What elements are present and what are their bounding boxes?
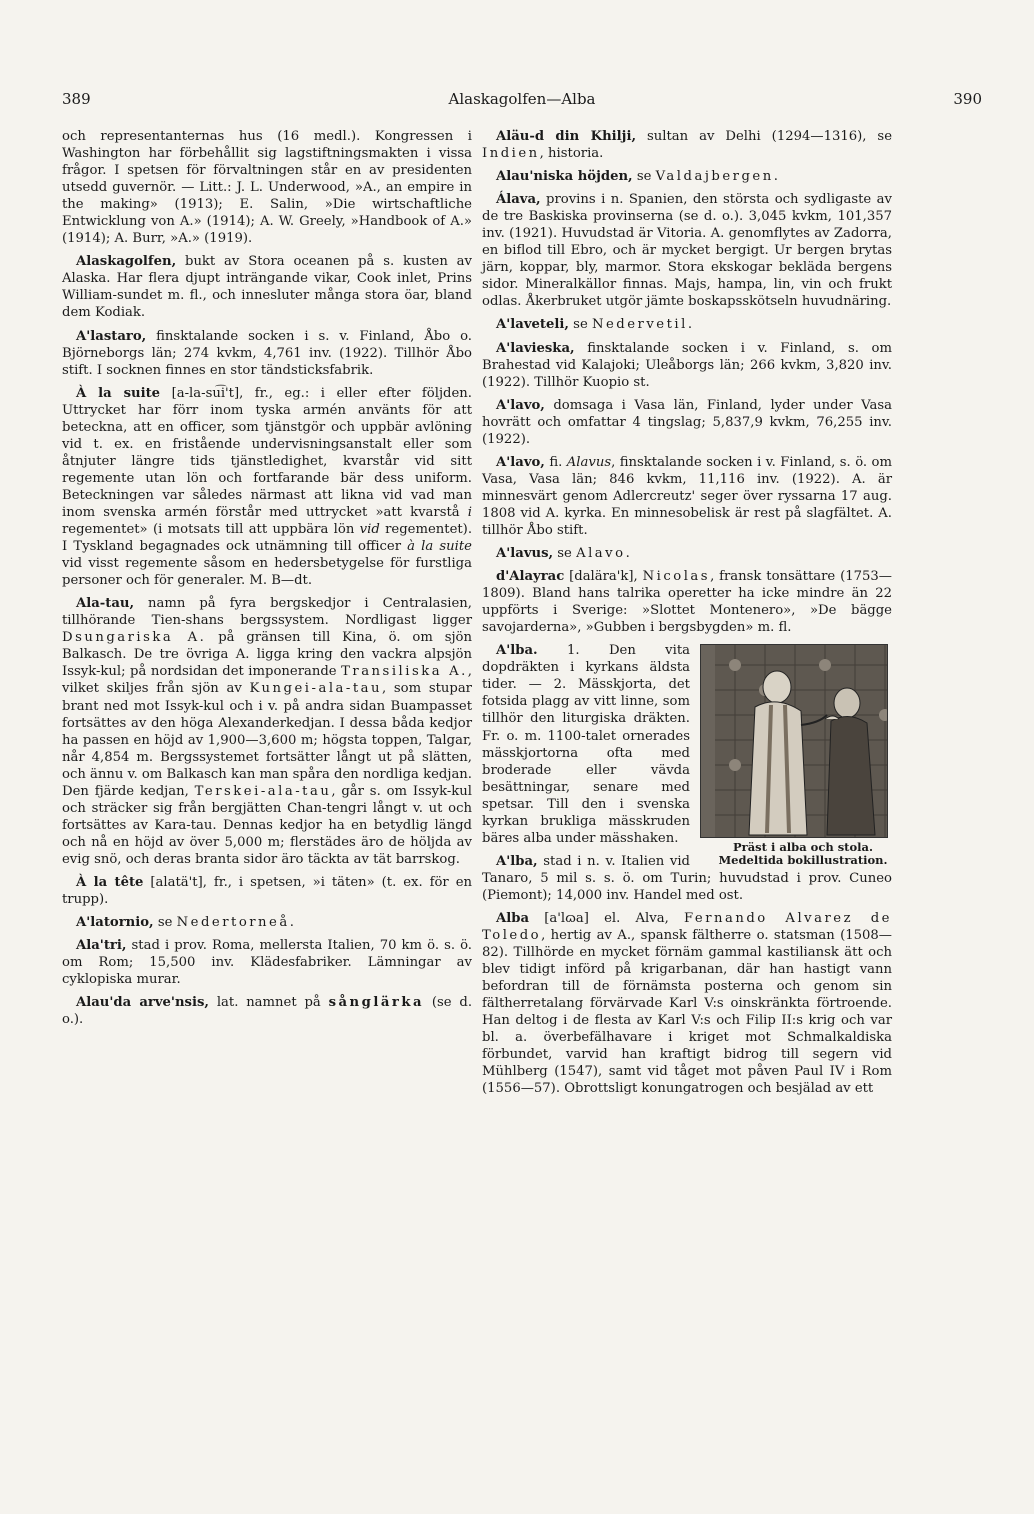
caption-line-1: Präst i alba och stola. — [733, 840, 873, 855]
entry-dalayrac: d'Alayrac [dalära'k], Nicolas, fransk tonsättare (1753—1809). Bland hans talrika operetter ha icke mindre än 22 uppförts i Sverige: »Slottet Montenero», »De bägge savojarderna», »Gubben i bergsbygden» m. fl. — [482, 569, 892, 636]
entry-a-la-tete: À la tête [alatä't], fr., i spetsen, »i täten» (t. ex. för en trupp). — [62, 874, 472, 908]
entry-alastaro: A'lastaro, finsktalande socken i s. v. Finland, Åbo o. Björneborgs län; 274 kvkm, 4,761 inv. (1922). Tillhör Åbo stift. I socknen finnes en stor tändsticksfabrik. — [62, 328, 472, 378]
entry-alavus: A'lavus, se Alavo. — [496, 546, 630, 562]
entry-alavo-domsaga: A'lavo, domsaga i Vasa län, Finland, lyder under Vasa hovrätt och omfattar 4 tingslag; 5,837,9 kvkm, 76,255 inv. (1922). — [482, 397, 892, 447]
page-number-left: 389 — [62, 90, 91, 108]
entry-ala-tau: Ala-tau, namn på fyra bergskedjor i Centralasien, tillhörande Tien-shans bergssystem. Nordligast ligger Dsungariska A. på gränsen till Kina, ö. om sjön Balkasch. De tre övriga A. ligga kring den vackra alpsjön Issyk-kul; på nordsidan det imponerande Transiliska A., vilket skiljes från sjön av Kungei-ala-tau, som stupar brant ned mot Issyk-kul och i v. på andra sidan Buampasset fortsättes av den höga Alexanderkedjan. I dessa båda kedjor ha passen en höjd av 1,900—3,600 m; högsta toppen, Talgar, når 4,854 m. Bergssystemet fortsätter långt ut på slätten, och ännu v. om Balkasch kan man spåra den nordliga kedjan. Den fjärde kedjan, Terskei-ala-tau, går s. om Issyk-kul och sträcker sig från bergjätten Chan-tengri långt v. ut och fortsättes av Kara-tau. Dennas kedjor ha en betydlig längd och nå en höjd av över 5,000 m; flerstädes äro de höljda av evig snö, och deras branta sidor äro täckta av tät barrskog. — [62, 596, 473, 867]
caption-line-2: Medeltida bokillustration. — [718, 853, 888, 868]
entry-alaveteli: A'laveteli, se Nedervetil. — [496, 317, 693, 333]
alba-figure — [700, 644, 892, 867]
priest-drawing — [715, 645, 888, 837]
page-number-right: 390 — [953, 90, 982, 108]
entry-alau-d-din-khilji: Aläu-d din Khilji, sultan av Delhi (1294—1316), se Indien, historia. — [482, 129, 892, 162]
priest-illustration — [700, 644, 888, 838]
running-title: Alaskagolfen—Alba — [448, 90, 596, 108]
figure-caption — [700, 841, 892, 867]
entry-alatri: Ala'tri, stad i prov. Roma, mellersta Italien, 70 km ö. s. ö. om Rom; 15,500 inv. Klädesfabriker. Lämningar av cyklopiska murar. — [62, 938, 472, 988]
left-column — [62, 128, 472, 1034]
entry-alaskagolfen: Alaskagolfen, bukt av Stora oceanen på s. kusten av Alaska. Har flera djupt inträngande vikar, Cook inlet, Prins William-sundet m. fl., och innesluter många stora öar, bland dem Kodiak. — [62, 254, 472, 321]
entry-alba-vestment: Präst i alba och stola. Medeltida bokillustration. A'lba. 1. Den vita dopdräkten i kyrkans äldsta tider. — 2. Mässkjorta, det fotsida plagg av vitt linne, som tillhör den liturgiska dräkten. Fr. o. m. 1100-talet ornerades mässkjortorna ofta med broderade eller vävda besättningar, senare med spetsar. Till den i svenska kyrkan brukliga mässkruden bäres alba under mässhaken. — [482, 642, 892, 847]
entry-alba-town: A'lba, stad i n. v. Italien vid Tanaro, 5 mil s. s. ö. om Turin; huvudstad i prov. Cuneo (Piemont); 14,000 inv. Handel med ost. — [482, 853, 892, 903]
entry-alaska-continued: och representanternas hus (16 medl.). Kongressen i Washington har förbehållit sig lagstiftningsmakten i vissa frågor. I spetsen för förvaltningen står en av presidenten utsedd guvernör. — Litt.: J. L. Underwood, »A., an empire in the making» (1913); E. Salin, »Die wirtschaftliche Entwicklung von A.» (1914); A. W. Greely, »Handbook of A.» (1914); A. Burr, »A.» (1919). — [62, 129, 472, 247]
page-header — [62, 90, 982, 114]
entry-alavieska: A'lavieska, finsktalande socken i v. Finland, s. om Brahestad vid Kalajoki; Uleåborgs län; 266 kvkm, 3,820 inv. (1922). Tillhör Kuopio st. — [482, 340, 892, 390]
entry-a-la-suite: À la suite [a-la-su͡i't], fr., eg.: i eller efter följden. Uttrycket har förr inom tyska armén använts för att beteckna, att en officer, som tjänstgör och uppbär avlöning vid t. ex. en fristående undervisningsanstalt eller som åtnjuter längre tids tjänstledighet, kvarstår vid sitt regemente utan lön och fortfarande bär dess uniform. Beteckningen var således närmast att likna vid vad man inom svenska armén förstår med uttrycket »att kvarstå i regementet» (i motsats till att uppbära lön vid regementet). I Tyskland begagnades ock utnämning till officer à la suite vid visst regemente såsom en hedersbetygelse för furstliga personer och för generaler. M. B—dt. — [62, 385, 473, 589]
entry-alavo-socken: A'lavo, fi. Alavus, finsktalande socken i v. Finland, s. ö. om Vasa, Vasa län; 846 kvkm, 11,116 inv. (1922). A. är minnesvärt genom Adlercreutz' seger över ryssarna 17 aug. 1808 vid A. kyrka. En minnesobelisk är rest på slagfältet. A. tillhör Åbo stift. — [482, 454, 893, 538]
entry-alauda-arvensis: Alau'da arve'nsis, lat. namnet på sånglärka (se d. o.). — [62, 995, 473, 1028]
entry-alava: Álava, provins i n. Spanien, den största och sydligaste av de tre Baskiska provinserna (se d. o.). 3,045 kvkm, 101,357 inv. (1921). Huvudstad är Vitoria. A. genomflytes av Zadorra, en biflod till Ebro, och är mycket bergigt. Ur bergen brytas järn, koppar, bly, marmor. Stora ekskogar bekläda bergens sidor. Mineralkällor finnas. Majs, hampa, lin, vin och frukt odlas. Åkerbruket utgör jämte boskapsskötseln huvudnäring. — [482, 192, 892, 310]
entry-alauniska-hojden: Alau'niska höjden, se Valdajbergen. — [496, 169, 778, 185]
entry-alatornio: A'latornio, se Nedertorneå. — [76, 915, 294, 931]
right-column — [482, 128, 892, 1103]
entry-alba-duke: Alba [a'lɷa] el. Alva, Fernando Alvarez de Toledo, hertig av A., spansk fältherre o. statsman (1508—82). Tillhörde en mycket förnäm gammal kastiliansk ätt och blev tidigt införd på krigarbanan, där han hastigt vann befordran till de förnämsta posterna och genom sin fältherretalang förvärvade Karl V:s oinskränkta förtroende. Han deltog i de flesta av Karl V:s och Filip II:s krig och var bl. a. överbefälhavare i kriget mot Schmalkaldiska förbundet, varvid han kraftigt bidrog till segern vid Mühlberg (1547), samt vid tåget mot påven Paul IV i Rom (1556—57). Obrottsligt konungatrogen och besjälad av ett — [482, 910, 892, 1097]
